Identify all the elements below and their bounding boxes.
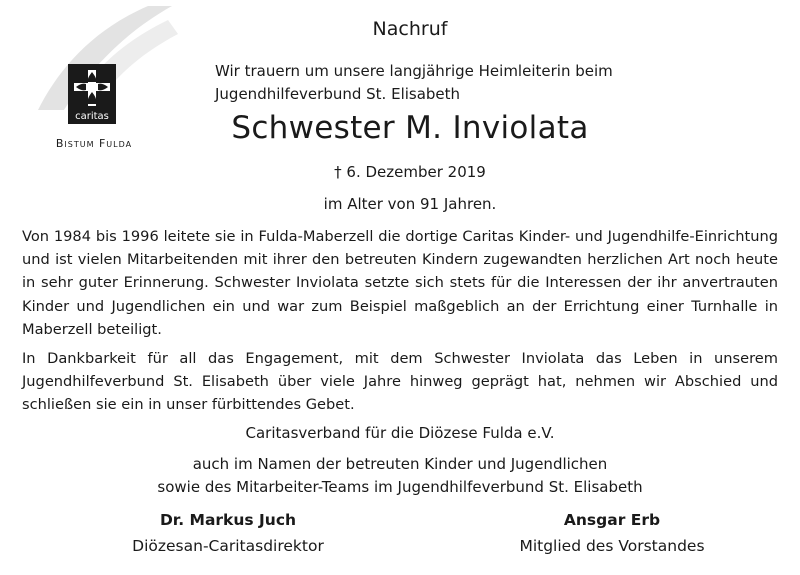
body-paragraph-1: Von 1984 bis 1996 leitete sie in Fulda-Maberzell die dortige Caritas Kinder- und Jugendhilfe-Einrichtung und ist vielen Mitarbeitenden mit ihrer den betreuten Kindern zugewandten herzlichen Art noch heute in sehr guter Erinnerung. Schwester Inviolata setzte sich stets für die Interessen der ihr anvertrauten Kinder und Jugendlichen ein und war zum Beispiel maßgeblich an der Errichtung einer Turnhalle in Maberzell beteiligt. bbox=[22, 228, 778, 338]
caritas-logo bbox=[68, 64, 116, 124]
signatory-1 bbox=[78, 508, 378, 560]
intro-line-1: Wir trauern um unsere langjährige Heimleiterin beim bbox=[215, 62, 613, 80]
signatory-name: Ansgar Erb bbox=[563, 511, 661, 529]
signatory-2 bbox=[462, 508, 762, 560]
intro-text bbox=[215, 60, 695, 106]
intro-line-2: Jugendhilfeverbund St. Elisabeth bbox=[215, 85, 461, 103]
deceased-name: Schwester M. Inviolata bbox=[231, 110, 589, 146]
organization: Caritasverband für die Diözese Fulda e.V. bbox=[245, 424, 555, 442]
logo-subtitle: Bistum Fulda bbox=[55, 137, 133, 150]
death-date: † 6. Dezember 2019 bbox=[334, 163, 486, 181]
age-line: im Alter von 91 Jahren. bbox=[323, 195, 497, 213]
also-line-1: auch im Namen der betreuten Kinder und Jugendlichen bbox=[192, 455, 608, 473]
logo-wordmark: caritas bbox=[75, 111, 109, 122]
heading: Nachruf bbox=[372, 18, 448, 40]
flame-cross-icon bbox=[70, 66, 114, 110]
signatory-name: Dr. Markus Juch bbox=[159, 511, 297, 529]
signatory-role: Mitglied des Vorstandes bbox=[519, 537, 705, 555]
signatory-role: Diözesan-Caritasdirektor bbox=[132, 537, 324, 555]
body-paragraph-2: In Dankbarkeit für all das Engagement, mit dem Schwester Inviolata das Leben in unserem Jugendhilfeverbund St. Elisabeth über viele Jahre hinweg geprägt hat, nehmen wir Abschied und schließen sie ein in unser fürbittendes Gebet. bbox=[22, 350, 778, 414]
also-line-2: sowie des Mitarbeiter-Teams im Jugendhilfeverbund St. Elisabeth bbox=[157, 478, 643, 496]
